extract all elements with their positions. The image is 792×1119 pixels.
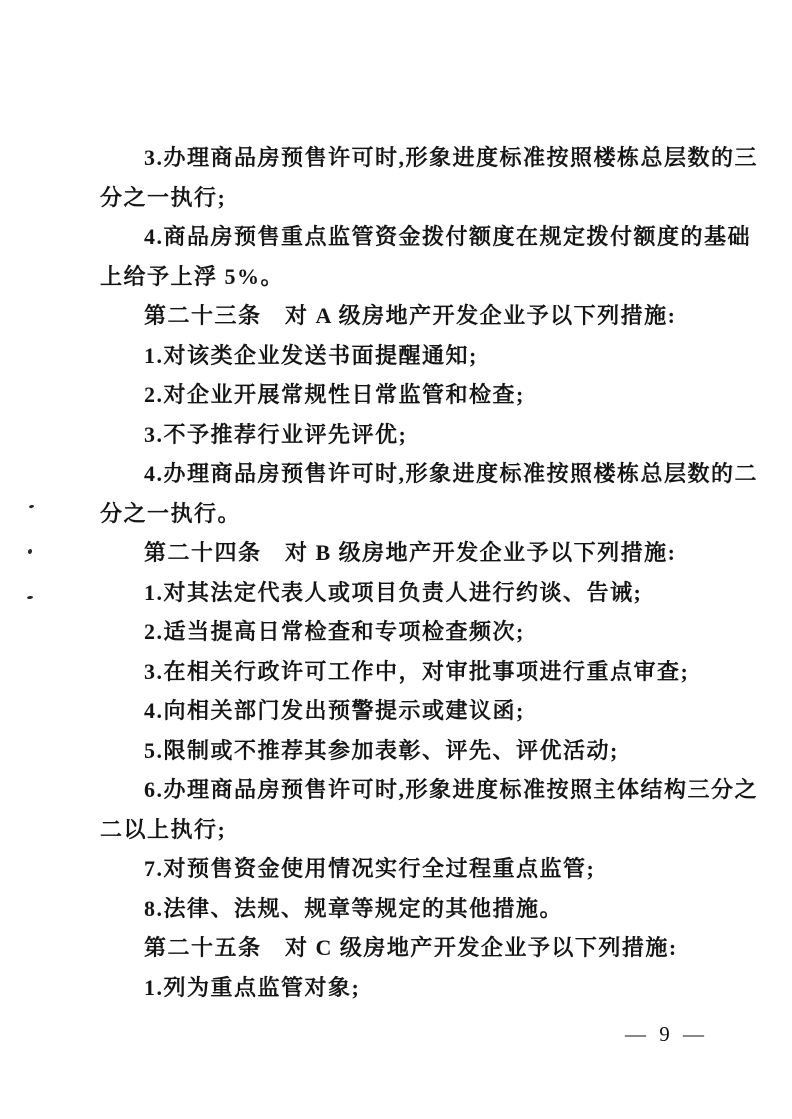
text-line: 2.适当提高日常检查和专项检查频次; bbox=[144, 619, 525, 644]
text-line: 1.列为重点监管对象; bbox=[144, 974, 361, 1000]
text-line: 6.办理商品房预售许可时,形象进度标准按照主体结构三分之 bbox=[144, 777, 759, 802]
text-line: 4.办理商品房预售许可时,形象进度标准按照楼栋总层数的二 bbox=[144, 461, 759, 486]
text-line: 1.对其法定代表人或项目负责人进行约谈、告诫; bbox=[144, 579, 643, 605]
text-line: 1.对该类企业发送书面提醒通知; bbox=[144, 342, 478, 368]
scan-speck-icon bbox=[29, 504, 35, 508]
text-line: 二以上执行; bbox=[100, 816, 227, 842]
article-heading-line: 第二十五条 对 C 级房地产开发企业予以下列措施: bbox=[144, 935, 678, 960]
article-heading-line: 第二十四条 对 B 级房地产开发企业予以下列措施: bbox=[144, 540, 677, 565]
text-line: 4.商品房预售重点监管资金拨付额度在规定拨付额度的基础 bbox=[144, 224, 752, 249]
text-line: 3.不予推荐行业评先评优; bbox=[144, 421, 408, 447]
text-line: 分之一执行。 bbox=[100, 500, 242, 526]
text-line: 5.限制或不推荐其参加表彰、评先、评优活动; bbox=[144, 737, 619, 763]
article-heading-line: 第二十三条 对 A 级房地产开发企业予以下列措施: bbox=[144, 303, 677, 328]
document-lines bbox=[100, 138, 759, 1007]
text-line: 3.办理商品房预售许可时,形象进度标准按照楼栋总层数的三 bbox=[144, 145, 759, 170]
text-line: 7.对预售资金使用情况实行全过程重点监管; bbox=[144, 856, 596, 881]
text-line: 3.在相关行政许可工作中，对审批事项进行重点审查; bbox=[144, 658, 690, 684]
text-line: 2.对企业开展常规性日常监管和检查; bbox=[144, 382, 525, 407]
page-number: — 9 — bbox=[625, 1022, 708, 1046]
text-line: 4.向相关部门发出预警提示或建议函; bbox=[144, 698, 525, 723]
scan-speck-icon bbox=[27, 596, 33, 600]
scan-speck-icon bbox=[27, 548, 32, 554]
text-line: 上给予上浮 5%。 bbox=[100, 263, 285, 289]
text-line: 8.法律、法规、规章等规定的其他措施。 bbox=[144, 895, 564, 921]
text-line: 分之一执行; bbox=[100, 184, 227, 210]
